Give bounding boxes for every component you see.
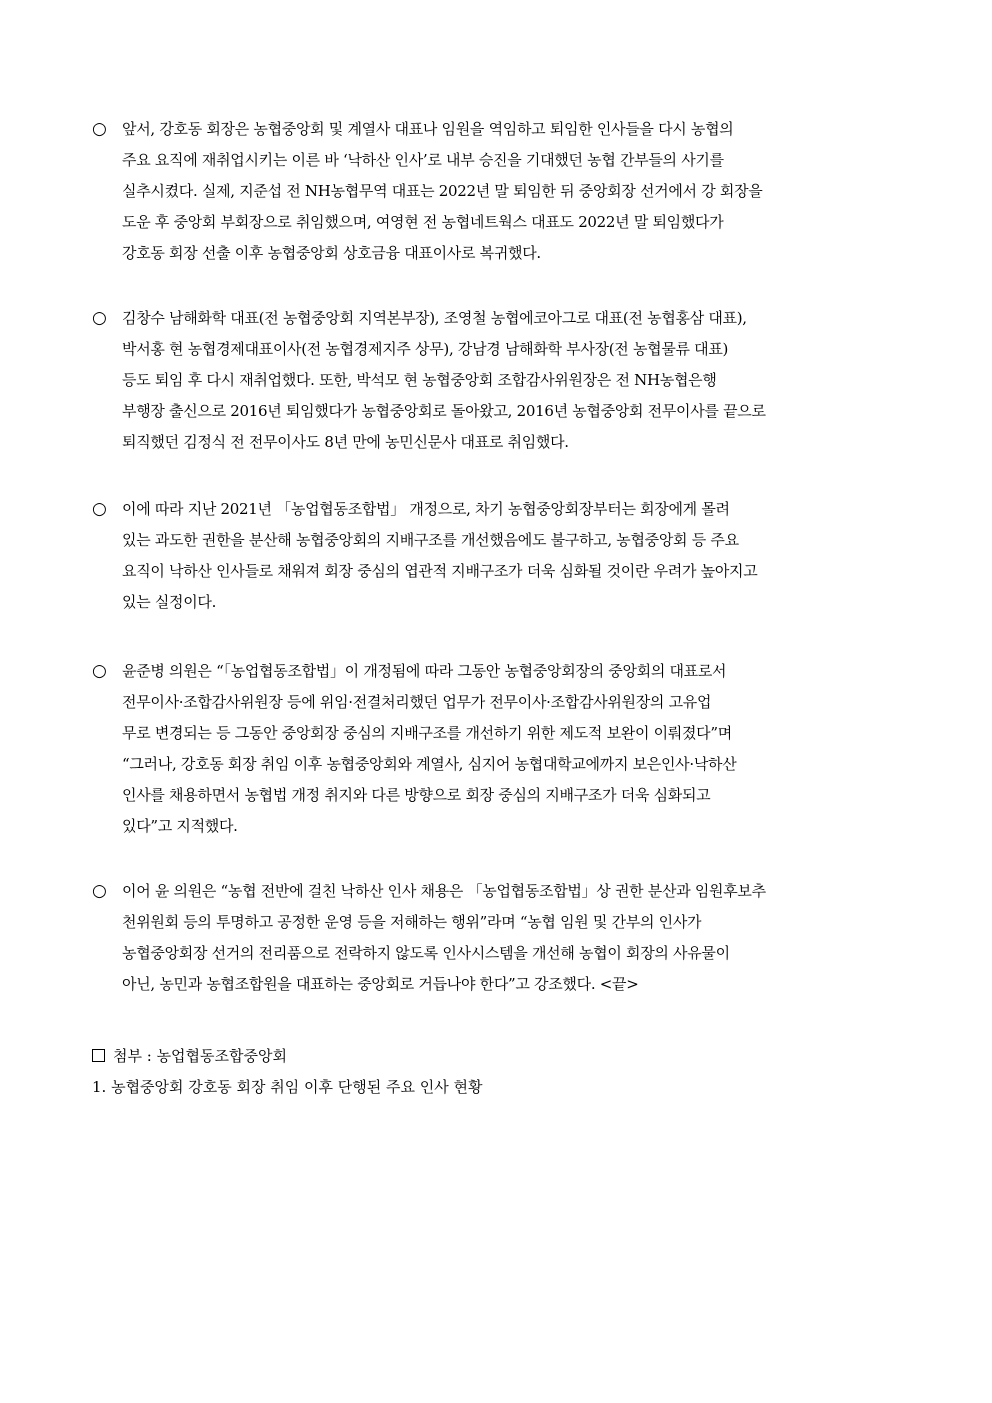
attachment-item-1: 1. 농협중앙회 강호동 회장 취임 이후 단행된 주요 인사 현황: [92, 1078, 483, 1096]
text-line: 등도 퇴임 후 다시 재취업했다. 또한, 박석모 현 농협중앙회 조합감사위원장은 전 NH농협은행: [122, 371, 717, 389]
text-line: 김창수 남해화학 대표(전 농협중앙회 지역본부장), 조영철 농협에코아그로 대표(전 농협홍삼 대표),: [122, 309, 747, 327]
text-line: 강호동 회장 선출 이후 농협중앙회 상호금융 대표이사로 복귀했다.: [122, 244, 541, 262]
text-line: 부행장 출신으로 2016년 퇴임했다가 농협중앙회로 돌아왔고, 2016년 농협중앙회 전무이사를 끝으로: [122, 402, 766, 420]
text-line: 주요 요직에 재취업시키는 이른 바 ‘낙하산 인사’로 내부 승진을 기대했던 농협 간부들의 사기를: [122, 151, 724, 169]
circle-bullet-icon: ○: [92, 661, 107, 681]
attachment-header: 첨부 : 농업협동조합중앙회: [113, 1047, 287, 1065]
text-line: 인사를 채용하면서 농협법 개정 취지와 다른 방향으로 회장 중심의 지배구조가 더욱 심화되고: [122, 786, 711, 804]
circle-bullet-icon: ○: [92, 308, 107, 328]
text-line: 있는 실정이다.: [122, 593, 217, 611]
attachment-section: [92, 1041, 902, 1103]
paragraph-1: [92, 114, 902, 269]
text-line: 아닌, 농민과 농협조합원을 대표하는 중앙회로 거듭나야 한다”고 강조했다. <끝>: [122, 975, 639, 993]
text-line: 농협중앙회장 선거의 전리품으로 전락하지 않도록 인사시스템을 개선해 농협이 회장의 사유물이: [122, 944, 730, 962]
text-line: 무로 변경되는 등 그동안 중앙회장 중심의 지배구조를 개선하기 위한 제도적 보완이 이뤄졌다”며: [122, 724, 732, 742]
text-line: 이어 윤 의원은 “농협 전반에 걸친 낙하산 인사 채용은 「농업협동조합법」상 권한 분산과 임원후보추: [122, 882, 766, 900]
paragraph-5: [92, 876, 902, 1000]
text-line: 전무이사·조합감사위원장 등에 위임·전결처리했던 업무가 전무이사·조합감사위원장의 고유업: [122, 693, 712, 711]
text-line: 윤준병 의원은 “「농업협동조합법」이 개정됨에 따라 그동안 농협중앙회장의 중앙회의 대표로서: [122, 662, 727, 680]
paragraph-2: [92, 303, 902, 458]
text-line: 있다”고 지적했다.: [122, 817, 238, 835]
text-line: 실추시켰다. 실제, 지준섭 전 NH농협무역 대표는 2022년 말 퇴임한 뒤 중앙회장 선거에서 강 회장을: [122, 182, 763, 200]
text-line: 요직이 낙하산 인사들로 채워져 회장 중심의 엽관적 지배구조가 더욱 심화될 것이란 우려가 높아지고: [122, 562, 758, 580]
text-line: 도운 후 중앙회 부회장으로 취임했으며, 여영현 전 농협네트웍스 대표도 2022년 말 퇴임했다가: [122, 213, 724, 231]
text-line: 천위원회 등의 투명하고 공정한 운영 등을 저해하는 행위”라며 “농협 임원 및 간부의 인사가: [122, 913, 702, 931]
square-bullet-icon: [92, 1049, 105, 1062]
text-line: 이에 따라 지난 2021년 「농업협동조합법」 개정으로, 차기 농협중앙회장부터는 회장에게 몰려: [122, 500, 730, 518]
attachment-header-row: [92, 1041, 902, 1072]
text-line: “그러나, 강호동 회장 취임 이후 농협중앙회와 계열사, 심지어 농협대학교에까지 보은인사·낙하산: [122, 755, 737, 773]
text-line: 있는 과도한 권한을 분산해 농협중앙회의 지배구조를 개선했음에도 불구하고, 농협중앙회 등 주요: [122, 531, 739, 549]
paragraph-4: [92, 656, 902, 842]
circle-bullet-icon: ○: [92, 881, 107, 901]
text-line: 앞서, 강호동 회장은 농협중앙회 및 계열사 대표나 임원을 역임하고 퇴임한 인사들을 다시 농협의: [122, 120, 734, 138]
paragraph-3: [92, 494, 902, 618]
circle-bullet-icon: ○: [92, 119, 107, 139]
text-line: 퇴직했던 김정식 전 전무이사도 8년 만에 농민신문사 대표로 취임했다.: [122, 433, 569, 451]
circle-bullet-icon: ○: [92, 499, 107, 519]
text-line: 박서홍 현 농협경제대표이사(전 농협경제지주 상무), 강남경 남해화학 부사장(전 농협물류 대표): [122, 340, 729, 358]
